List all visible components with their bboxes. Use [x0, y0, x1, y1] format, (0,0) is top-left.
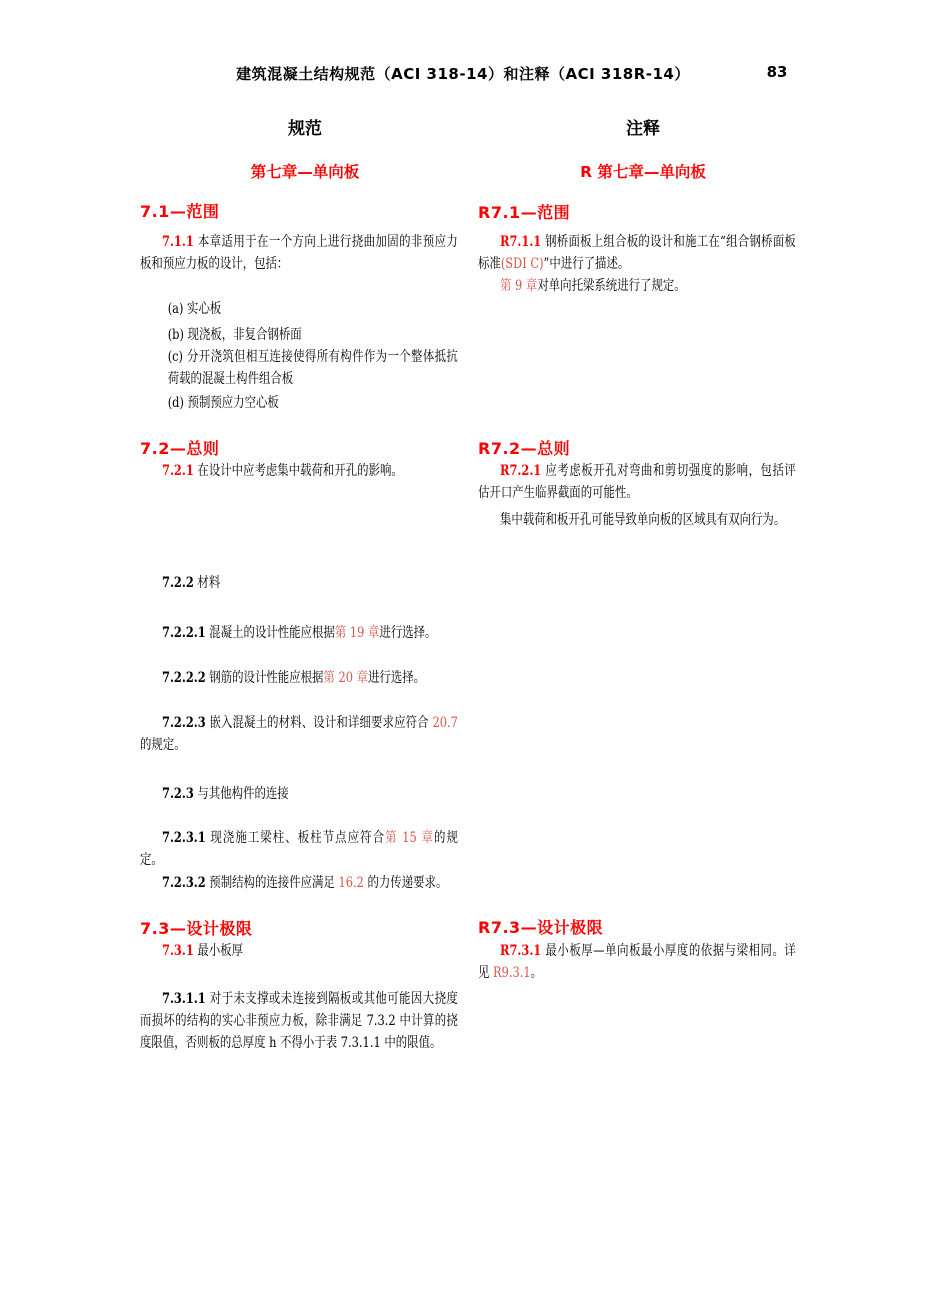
list-item — [140, 325, 458, 347]
section-number: 7.2.3.1 — [162, 830, 206, 846]
paragraph — [140, 461, 458, 483]
paragraph — [140, 713, 458, 757]
text-run: 的规定。 — [140, 736, 186, 753]
paragraph — [140, 232, 458, 276]
section-heading-text: R7.1—范围 — [478, 203, 571, 222]
cross-reference: R9.3.1 — [493, 964, 531, 981]
text-run: 的力传递要求。 — [363, 875, 448, 891]
section-number: 7.2.2 — [162, 575, 194, 591]
section-heading-text: R7.2—总则 — [478, 439, 571, 458]
paragraph — [478, 461, 796, 505]
text-run: 预制结构的连接件应满足 — [205, 875, 335, 891]
text-run: 材料 — [193, 575, 221, 591]
text-run: ”中进行了描述。 — [543, 255, 630, 272]
text-run: 最小板厚—单向板最小厚度的依据与梁相同。详见 — [478, 943, 796, 981]
column-commentary — [478, 0, 808, 1309]
paragraph — [140, 623, 458, 645]
list-item — [140, 299, 458, 321]
paragraph — [140, 941, 458, 963]
section-number: R7.3.1 — [500, 943, 542, 959]
text-run: 的规定。 — [140, 830, 458, 868]
text-run: (d) 预制预应力空心板 — [167, 395, 279, 411]
chapter-heading-commentary: R 第七章—单向板 — [580, 163, 706, 181]
page-number: 83 — [766, 63, 788, 81]
paragraph — [140, 668, 458, 690]
section-heading — [478, 200, 570, 223]
cross-reference: 第 19 章 — [334, 625, 380, 641]
chapter-heading-code: 第七章—单向板 — [250, 163, 360, 181]
section-heading-text: 7.1—范围 — [140, 202, 220, 221]
section-number: 7.2.2.1 — [162, 625, 206, 641]
paragraph — [478, 276, 796, 298]
section-number: 7.2.2.2 — [162, 670, 206, 686]
cross-reference: 第 9 章 — [500, 278, 538, 294]
cross-reference: 第 20 章 — [323, 670, 369, 686]
section-heading — [140, 436, 219, 459]
text-run: 钢筋的设计性能应根据 — [205, 670, 324, 686]
text-run: 。 — [530, 964, 543, 981]
section-heading — [478, 915, 603, 938]
section-number: 7.2.2.3 — [162, 715, 206, 731]
paragraph — [140, 784, 458, 806]
paragraph — [140, 573, 458, 595]
section-heading — [140, 199, 219, 222]
section-number: R7.2.1 — [500, 463, 542, 479]
section-number: 7.3.1 — [162, 943, 194, 959]
section-number: R7.1.1 — [500, 234, 542, 250]
text-run: 对于未支撑或未连接到隔板或其他可能因大挠度而损坏的结构的实心非预应力板，除非满足 7.3.2 中计算的挠度限值，否则板的总厚度 h 不得小于表 7.3.1.1 中的限值。 — [140, 991, 458, 1051]
text-run: 集中载荷和板开孔可能导致单向板的区域具有双向行为。 — [500, 512, 786, 528]
cross-reference: (SDI C) — [500, 255, 544, 272]
text-run: 进行选择。 — [379, 625, 437, 641]
section-number: 7.1.1 — [162, 234, 194, 250]
paragraph — [478, 941, 796, 985]
text-run: 进行选择。 — [368, 670, 426, 686]
text-run: 最小板厚 — [193, 943, 244, 959]
paragraph — [140, 873, 458, 895]
list-item — [140, 347, 458, 391]
column-title-code: 规范 — [288, 119, 322, 139]
section-heading — [140, 916, 252, 939]
column-title-commentary: 注释 — [626, 119, 660, 139]
section-number: 7.2.3 — [162, 786, 194, 802]
text-run: 现浇施工梁柱、板柱节点应符合 — [205, 830, 386, 846]
text-run: 钢桥面板上组合板的设计和施工在“组合钢桥面板标准 — [478, 234, 796, 272]
text-run: 应考虑板开孔对弯曲和剪切强度的影响，包括评估开口产生临界截面的可能性。 — [478, 463, 796, 501]
text-run: 在设计中应考虑集中载荷和开孔的影响。 — [193, 463, 403, 479]
text-run: 与其他构件的连接 — [193, 786, 289, 802]
section-heading-text: 7.2—总则 — [140, 439, 220, 458]
cross-reference: 第 15 章 — [385, 830, 434, 846]
text-run: 对单向托梁系统进行了规定。 — [537, 278, 686, 294]
section-heading-text: R7.3—设计极限 — [478, 918, 604, 937]
text-run: (a) 实心板 — [167, 301, 222, 317]
section-number: 7.2.3.2 — [162, 875, 206, 891]
text-run: (b) 现浇板，非复合钢桥面 — [167, 327, 302, 343]
section-heading — [478, 436, 570, 459]
paragraph — [478, 510, 796, 532]
section-number: 7.2.1 — [162, 463, 194, 479]
cross-reference: 16.2 — [334, 875, 364, 891]
paragraph — [478, 232, 796, 276]
text-run: 本章适用于在一个方向上进行挠曲加固的非预应力板和预应力板的设计，包括： — [140, 234, 458, 272]
text-run: 嵌入混凝土的材料、设计和详细要求应符合 — [205, 715, 429, 731]
page-header-title: 建筑混凝土结构规范（ACI 318-14）和注释（ACI 318R-14） — [236, 65, 690, 83]
list-item — [140, 393, 458, 415]
column-code — [140, 0, 470, 1309]
section-number: 7.3.1.1 — [162, 991, 206, 1007]
paragraph — [140, 989, 458, 1054]
paragraph — [140, 828, 458, 872]
cross-reference: 20.7 — [428, 715, 458, 731]
section-heading-text: 7.3—设计极限 — [140, 919, 253, 938]
text-run: 混凝土的设计性能应根据 — [205, 625, 335, 641]
text-run: (c) 分开浇筑但相互连接使得所有构件作为一个整体抵抗荷载的混凝土构件组合板 — [167, 349, 458, 387]
